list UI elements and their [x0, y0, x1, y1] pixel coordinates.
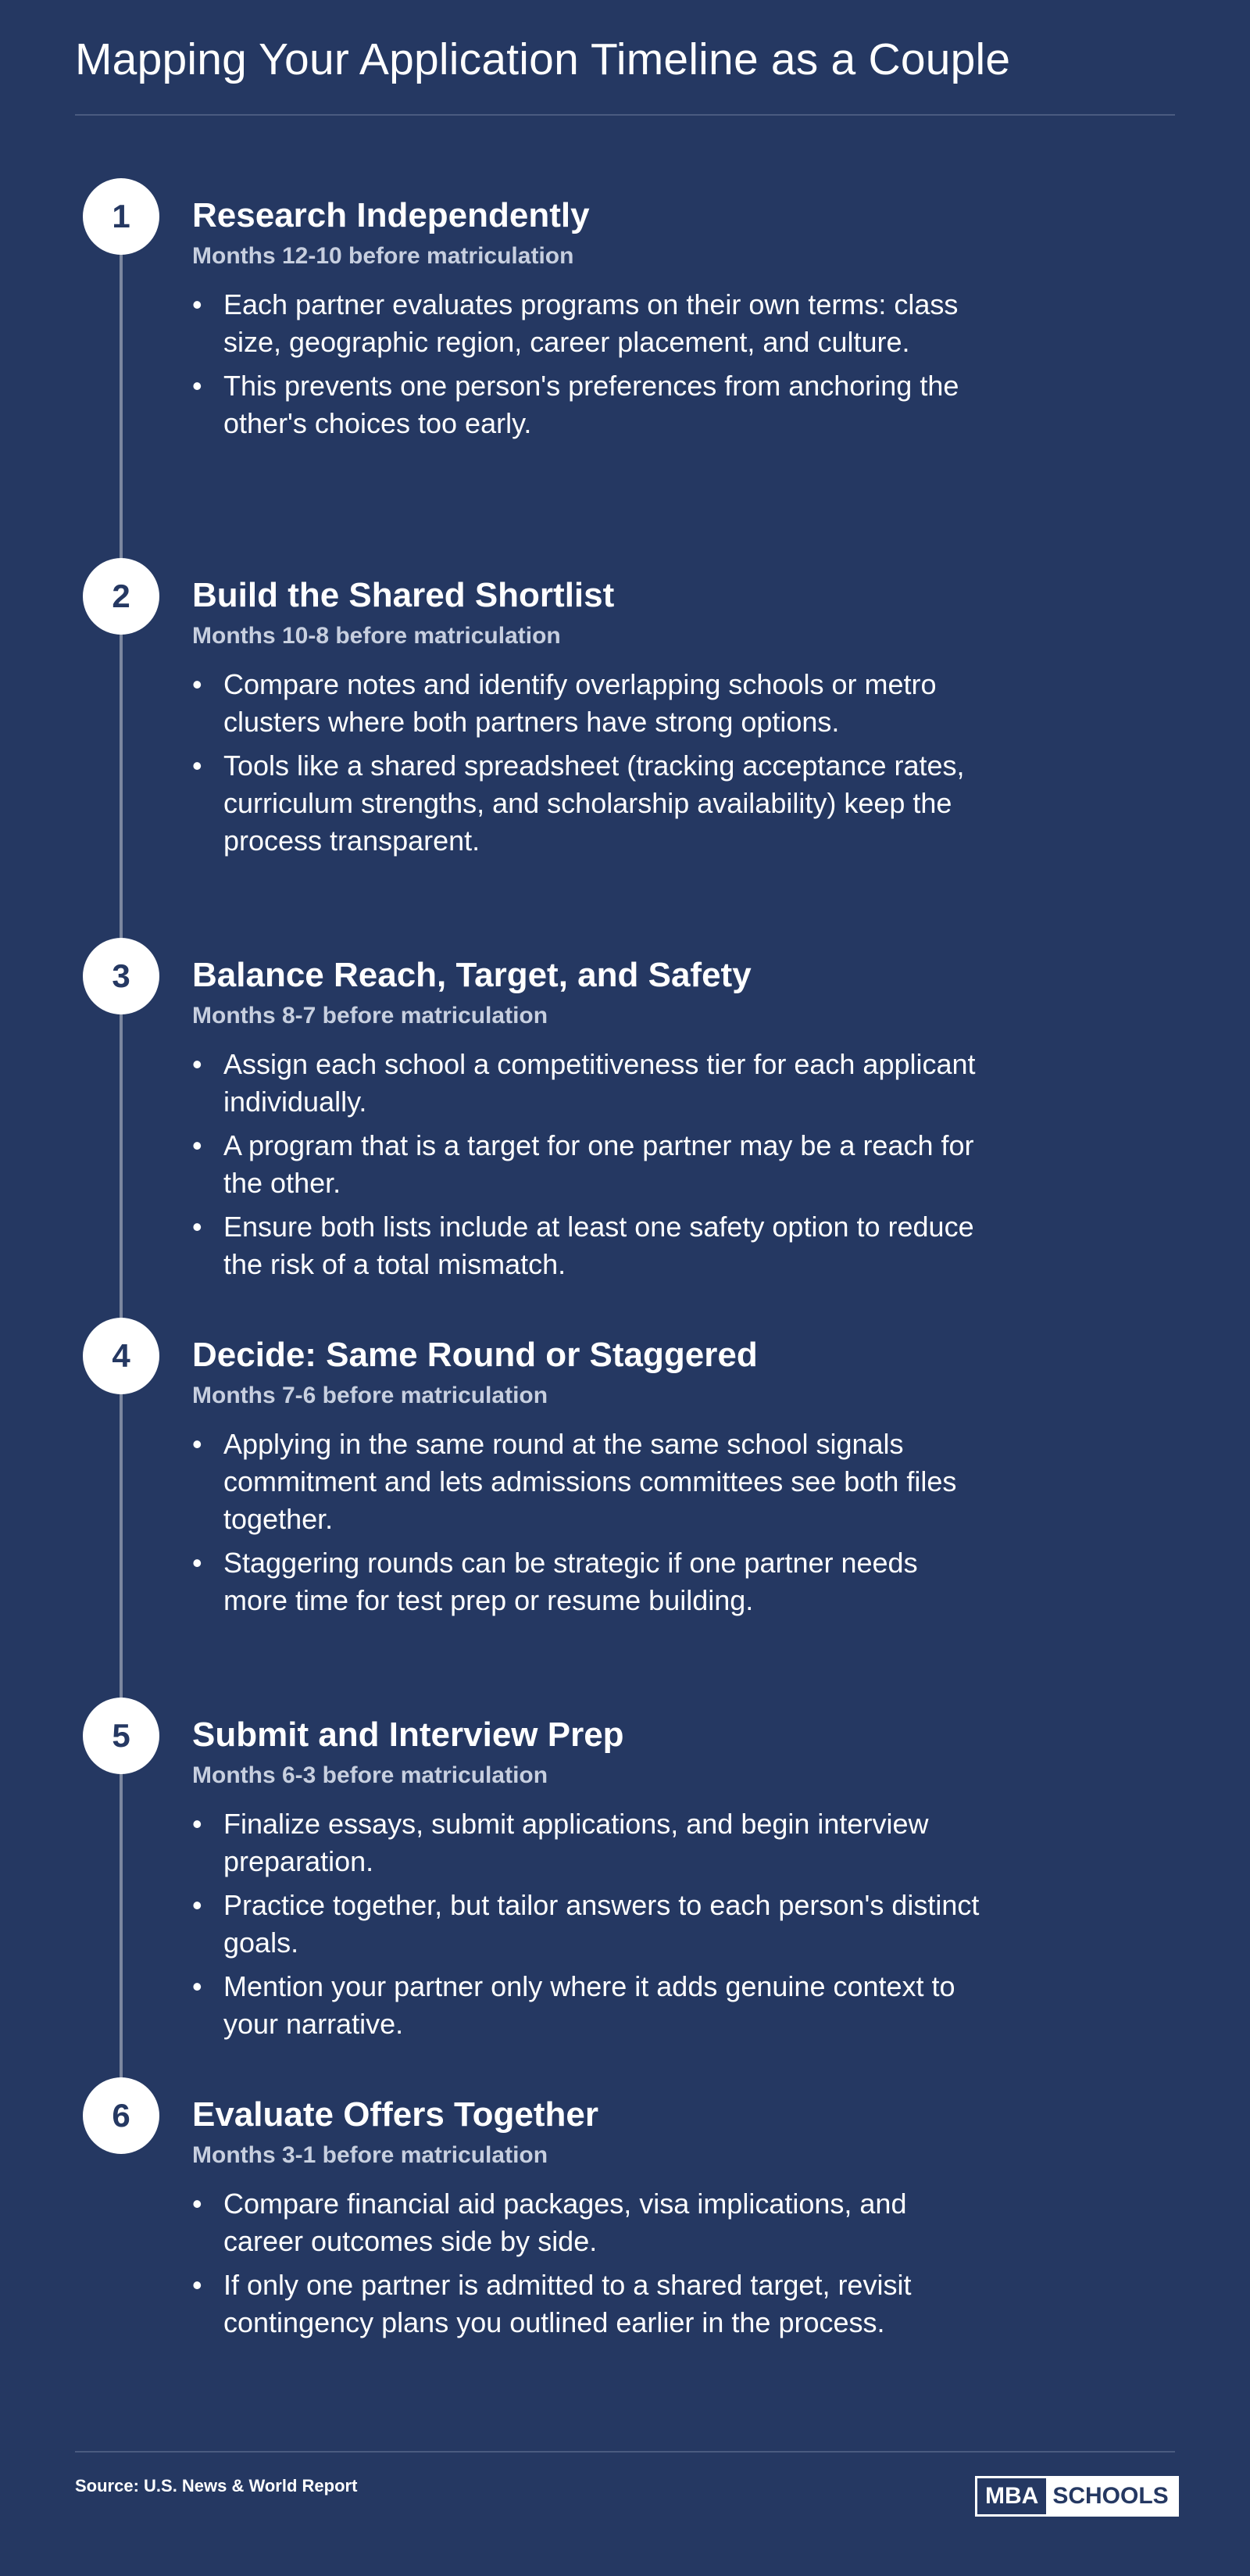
step-title: Decide: Same Round or Staggered — [192, 1336, 758, 1374]
footer-divider — [75, 2451, 1175, 2453]
mba-schools-logo — [975, 2476, 1179, 2517]
step-bullet-list — [192, 666, 981, 866]
step-number-badge: 6 — [83, 2077, 159, 2154]
step-number-badge: 5 — [83, 1698, 159, 1774]
page-title: Mapping Your Application Timeline as a Couple — [75, 34, 1011, 84]
step-bullet-list — [192, 1046, 981, 1290]
step-timeframe: Months 3-1 before matriculation — [192, 2142, 548, 2168]
step-bullet: • Finalize essays, submit applications, and begin interview preparation. — [192, 1805, 981, 1880]
step-bullet: • Mention your partner only where it adds genuine context to your narrative. — [192, 1968, 981, 2043]
step-bullet: • Applying in the same round at the same school signals commitment and lets admissions committees see both files together. — [192, 1426, 981, 1538]
step-number-badge: 1 — [83, 178, 159, 255]
step-number-badge: 2 — [83, 558, 159, 635]
step-bullet-list — [192, 2185, 981, 2348]
step-bullet: • Tools like a shared spreadsheet (tracking acceptance rates, curriculum strengths, and scholarship availability) keep the process transparent. — [192, 747, 981, 860]
step-bullet: • This prevents one person's preferences from anchoring the other's choices too early. — [192, 367, 981, 442]
header-divider — [75, 114, 1175, 116]
step-bullet: • Assign each school a competitiveness tier for each applicant individually. — [192, 1046, 981, 1121]
step-title: Evaluate Offers Together — [192, 2095, 598, 2134]
step-bullet: • Practice together, but tailor answers to each person's distinct goals. — [192, 1887, 981, 1962]
step-timeframe: Months 8-7 before matriculation — [192, 1003, 548, 1029]
step-bullet-list — [192, 1805, 981, 2049]
step-bullet: • If only one partner is admitted to a shared target, revisit contingency plans you outlined earlier in the process. — [192, 2267, 981, 2342]
step-title: Balance Reach, Target, and Safety — [192, 956, 752, 994]
step-timeframe: Months 6-3 before matriculation — [192, 1762, 548, 1788]
step-bullet: • Compare financial aid packages, visa implications, and career outcomes side by side. — [192, 2185, 981, 2260]
step-number-badge: 3 — [83, 938, 159, 1014]
step-title: Submit and Interview Prep — [192, 1716, 624, 1754]
step-bullet: • Ensure both lists include at least one safety option to reduce the risk of a total mismatch. — [192, 1208, 981, 1283]
logo-text-mba: MBA — [977, 2478, 1046, 2514]
step-timeframe: Months 12-10 before matriculation — [192, 243, 574, 269]
step-number-badge: 4 — [83, 1318, 159, 1394]
timeline-line — [120, 216, 123, 2091]
step-bullet: • A program that is a target for one partner may be a reach for the other. — [192, 1127, 981, 1202]
step-timeframe: Months 10-8 before matriculation — [192, 623, 561, 649]
step-title: Build the Shared Shortlist — [192, 576, 615, 614]
step-title: Research Independently — [192, 196, 590, 234]
logo-text-schools: SCHOOLS — [1046, 2478, 1176, 2514]
step-bullet: • Each partner evaluates programs on their own terms: class size, geographic region, career placement, and culture. — [192, 286, 981, 361]
step-bullet-list — [192, 286, 981, 449]
step-timeframe: Months 7-6 before matriculation — [192, 1383, 548, 1408]
step-bullet: • Compare notes and identify overlapping schools or metro clusters where both partners have strong options. — [192, 666, 981, 741]
step-bullet: • Staggering rounds can be strategic if one partner needs more time for test prep or resume building. — [192, 1544, 981, 1619]
step-bullet-list — [192, 1426, 981, 1626]
source-citation: Source: U.S. News & World Report — [75, 2476, 358, 2496]
